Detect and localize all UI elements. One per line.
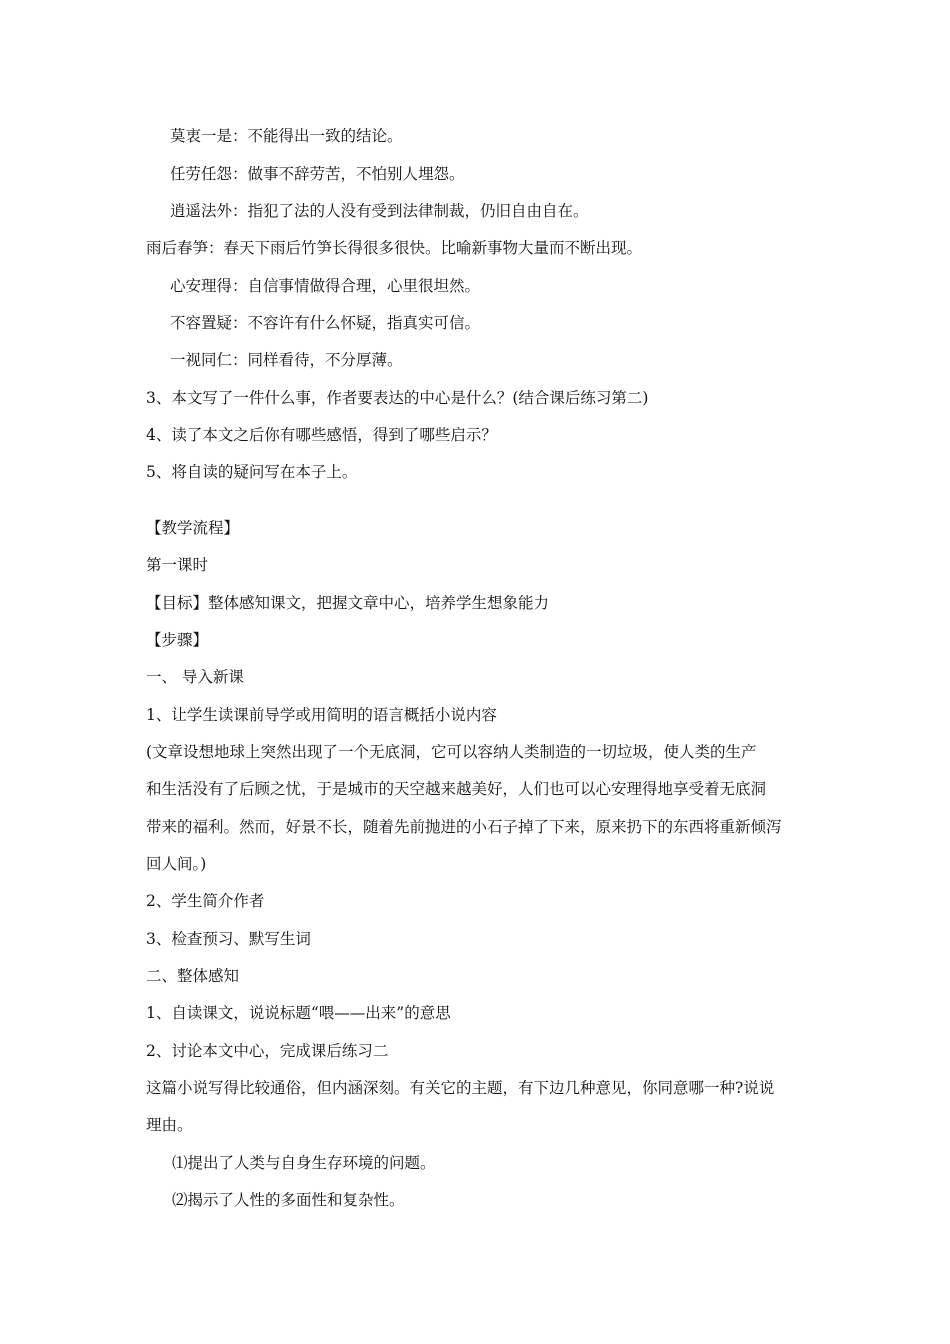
summary-line-1: (文章设想地球上突然出现了一个无底洞，它可以容纳人类制造的一切垃圾，使人类的生产 — [146, 743, 757, 761]
option-2: ⑵揭示了人性的多面性和复杂性。 — [172, 1191, 405, 1209]
step-1-3: 3、检查预习、默写生词 — [146, 930, 311, 948]
vocab-line-7: 一视同仁：同样看待，不分厚薄。 — [170, 351, 403, 369]
vocab-line-2: 任劳任怨：做事不辞劳苦，不怕别人埋怨。 — [170, 165, 465, 183]
discussion-line-1: 这篇小说写得比较通俗，但内涵深刻。有关它的主题，有下边几种意见，你同意哪一种?说说 — [146, 1079, 775, 1097]
vocab-line-3: 逍遥法外：指犯了法的人没有受到法律制裁，仍旧自由自在。 — [170, 202, 589, 220]
vocab-line-6: 不容置疑：不容许有什么怀疑，指真实可信。 — [170, 314, 481, 332]
option-1: ⑴提出了人类与自身生存环境的问题。 — [172, 1154, 436, 1172]
lesson-title: 第一课时 — [146, 556, 209, 574]
step-2-2: 2、讨论本文中心，完成课后练习二 — [146, 1042, 389, 1060]
summary-line-4: 回人间。) — [146, 855, 207, 873]
summary-line-2: 和生活没有了后顾之忧，于是城市的天空越来越美好，人们也可以心安理得地享受着无底洞 — [146, 780, 767, 798]
vocab-line-5: 心安理得：自信事情做得合理，心里很坦然。 — [170, 277, 481, 295]
discussion-line-2: 理由。 — [146, 1116, 193, 1134]
summary-line-3: 带来的福利。然而，好景不长，随着先前抛进的小石子掉了下来，原来扔下的东西将重新倾泻 — [146, 818, 782, 836]
vocab-line-4: 雨后春笋：春天下雨后竹笋长得很多很快。比喻新事物大量而不断出现。 — [146, 239, 643, 257]
question-3: 3、本文写了一件什么事，作者要表达的中心是什么？(结合课后练习第二) — [146, 389, 649, 407]
question-4: 4、读了本文之后你有哪些感悟，得到了哪些启示？ — [146, 426, 497, 444]
step-2-1: 1、自读课文，说说标题“喂——出来”的意思 — [146, 1004, 451, 1022]
step-1-1: 1、让学生读课前导学或用简明的语言概括小说内容 — [146, 706, 497, 724]
vocab-line-1: 莫衷一是：不能得出一致的结论。 — [170, 127, 403, 145]
section-2-title: 二、整体感知 — [146, 967, 240, 985]
section-1-title: 一、 导入新课 — [146, 668, 244, 686]
step-1-2: 2、学生简介作者 — [146, 892, 265, 910]
flow-heading: 【教学流程】 — [146, 519, 240, 537]
question-5: 5、将自读的疑问写在本子上。 — [146, 463, 358, 481]
lesson-goal: 【目标】整体感知课文，把握文章中心，培养学生想象能力 — [146, 594, 550, 612]
steps-heading: 【步骤】 — [146, 631, 209, 649]
